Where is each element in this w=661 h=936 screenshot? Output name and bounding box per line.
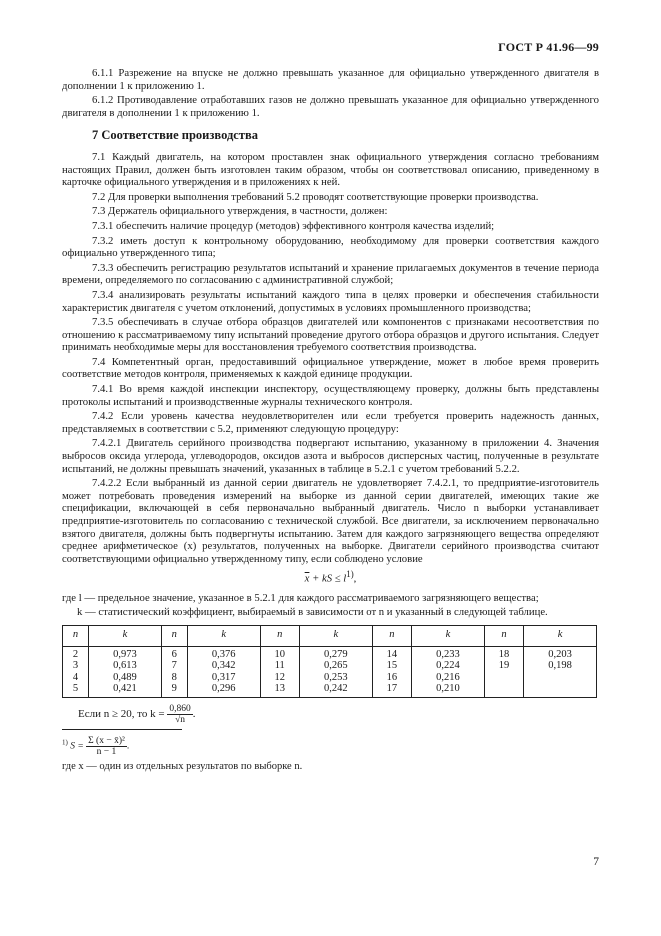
cell-value: 0,342 bbox=[211, 660, 236, 672]
cell-value: 0,613 bbox=[113, 660, 137, 672]
cell-value: 11 bbox=[274, 660, 285, 672]
table-header: n bbox=[484, 625, 523, 646]
table-cell bbox=[161, 646, 187, 697]
cell-value: 0,973 bbox=[113, 648, 137, 660]
table-cell bbox=[299, 646, 372, 697]
definition-x: где x — один из отдельных результатов по выборке n. bbox=[62, 760, 303, 772]
definition-l: где l — предельное значение, указанное в 5.2.1 для каждого рассматриваемого загрязняющего вещества; bbox=[62, 591, 539, 604]
cell-value: 0,253 bbox=[324, 671, 348, 683]
cell-value: 0,279 bbox=[324, 648, 348, 660]
paragraph: 7.3.4 анализировать результаты испытаний каждого типа в целях проверки и обеспечения стабильности характеристик двигателя с учетом отклонений, допустимых в условиях промышленного производства; bbox=[62, 288, 599, 314]
paragraph: 7.2 Для проверки выполнения требований 5.2 проводят соответствующие проверки производства. bbox=[92, 190, 539, 203]
table-header: n bbox=[63, 625, 89, 646]
cell-value: 0,296 bbox=[211, 683, 236, 695]
paragraph: 7.1 Каждый двигатель, на котором проставлен знак официального утверждения согласно требованиям настоящих Правил, должен быть изготовлен таким образом, чтобы он соответствовал описанию, приведенному в карточке официального утверждения и в приложениях к ней. bbox=[62, 150, 599, 189]
fraction-numerator: Σ (x − x̄)² bbox=[88, 735, 125, 746]
cell-value: 15 bbox=[386, 660, 398, 672]
cell-value: 13 bbox=[274, 683, 285, 695]
table-header: k bbox=[412, 625, 485, 646]
document-header: ГОСТ Р 41.96—99 bbox=[498, 40, 599, 54]
section-heading: 7 Соответствие производства bbox=[92, 128, 258, 143]
cell-value: 0,317 bbox=[211, 671, 236, 683]
table-cell bbox=[412, 646, 485, 697]
cell-value: 6 bbox=[171, 648, 177, 660]
cell-value: 0,242 bbox=[324, 683, 348, 695]
cell-value: 14 bbox=[386, 648, 398, 660]
cell-value: 18 bbox=[498, 648, 510, 660]
paragraph: 7.4.2 Если уровень качества неудовлетворителен или если требуется проверить надежность данных, представляемых в соответствии с 5.2, применяют следующую процедуру: bbox=[62, 410, 599, 435]
cell-value: 0,376 bbox=[211, 648, 236, 660]
cell-value: 3 bbox=[72, 660, 79, 672]
table-header: n bbox=[372, 625, 411, 646]
paragraph: 6.1.2 Противодавление отработавших газов не должно превышать указанное для официально утвержденного двигателя в дополнении 1 к приложению 1. bbox=[62, 94, 599, 119]
cell-value: 9 bbox=[171, 683, 177, 695]
table-cell bbox=[260, 646, 299, 697]
table-header: k bbox=[524, 625, 597, 646]
large-n-tail: . bbox=[192, 707, 196, 720]
footnote-fraction bbox=[86, 735, 130, 757]
cell-value: 8 bbox=[171, 671, 177, 683]
cell-value: 7 bbox=[171, 660, 177, 672]
formula-mean: $\overline{x}$ bbox=[304, 572, 310, 585]
large-n-rule bbox=[62, 704, 599, 725]
table-cell bbox=[524, 646, 597, 697]
paragraph: 7.3 Держатель официального утверждения, в частности, должен: bbox=[92, 205, 388, 218]
large-n-text: Если n ≥ 20, то k = bbox=[78, 707, 168, 720]
paragraph: 7.4 Компетентный орган, предоставивший официальное утверждение, может в любое время проверить соответствие методов контроля, применяемых к каждой единице продукции. bbox=[62, 355, 599, 381]
footnote-divider bbox=[62, 729, 182, 730]
fraction-denominator: √n bbox=[175, 714, 186, 725]
table-cell bbox=[89, 646, 162, 697]
coefficient-table bbox=[62, 625, 597, 698]
condition-formula bbox=[62, 568, 599, 585]
cell-value: 0,421 bbox=[113, 683, 137, 695]
cell-value: 17 bbox=[386, 683, 398, 695]
paragraph: 7.3.2 иметь доступ к контрольному оборудованию, необходимому для проверки соответствия каждого официально утвержденного типа; bbox=[62, 234, 599, 260]
cell-value: 5 bbox=[72, 683, 79, 695]
cell-value: 2 bbox=[72, 648, 79, 660]
table-cell bbox=[63, 646, 89, 697]
fraction-numerator: 0,860 bbox=[169, 703, 191, 714]
paragraph: 7.4.2.2 Если выбранный из данной серии двигатель не удовлетворяет 7.4.2.1, то предприятие-изготовитель может потребовать проведения измерений на выборке из данной серии двигателей, имеющих такие же спецификации, включающей в себя первоначально выбранный двигатель. Число n выборки устанавливает предприятие-изготовитель по согласованию с технической службой. Все двигатели, за исключением первоначально взятого двигателя, должны быть подвергнуты испытанию. Затем для каждого загрязняющего вещества определяют среднее арифметическое (x) результатов, полученных на выборке. Двигатели серийного производства считают соответствующими официально утвержденному типу, если соблюдено условие bbox=[62, 477, 599, 565]
table-cell bbox=[187, 646, 260, 697]
fraction-denominator: n − 1 bbox=[96, 746, 117, 757]
formula-body: + kS ≤ l bbox=[309, 572, 347, 585]
table-header: n bbox=[161, 625, 187, 646]
paragraph: 7.4.1 Во время каждой инспекции инспектору, осуществляющему проверку, должны быть представлены протоколы испытаний и производственные журналы технического контроля. bbox=[62, 383, 599, 408]
cell-value: 0,489 bbox=[113, 671, 137, 683]
cell-value: 19 bbox=[498, 660, 510, 672]
formula-footnote-mark: 1) bbox=[346, 569, 354, 580]
definition-k: k — статистический коэффициент, выбираемый в зависимости от n и указанный в следующей таблице. bbox=[77, 606, 548, 619]
large-n-fraction bbox=[167, 704, 192, 725]
table-header-row bbox=[63, 625, 597, 646]
paragraph: 6.1.1 Разрежение на впуске не должно превышать указанное для официально утвержденного двигателя в дополнении 1 к приложению 1. bbox=[62, 67, 599, 92]
cell-value: 0,203 bbox=[548, 648, 572, 660]
table-header: k bbox=[187, 625, 260, 646]
page-number: 7 bbox=[593, 856, 599, 868]
footnote-mark: 1) bbox=[62, 738, 68, 747]
cell-value: 0,233 bbox=[436, 648, 460, 660]
footnote-tail: . bbox=[126, 741, 130, 752]
footnote-lhs: S = bbox=[70, 741, 87, 752]
table-header: n bbox=[260, 625, 299, 646]
cell-value: 0,265 bbox=[324, 660, 348, 672]
table-header: k bbox=[89, 625, 162, 646]
table-row bbox=[63, 646, 597, 697]
formula-tail: , bbox=[353, 572, 357, 585]
cell-value: 16 bbox=[386, 671, 398, 683]
table-header: k bbox=[299, 625, 372, 646]
footnote bbox=[62, 736, 599, 757]
cell-value: 12 bbox=[274, 671, 285, 683]
document-body bbox=[62, 67, 599, 773]
paragraph: 7.4.2.1 Двигатель серийного производства подвергают испытанию, указанному в приложении 4. Значения выбросов оксида углерода, углеводородов, оксидов азота и выбросов дисперсных частиц, полученные в результате испытаний, не должны превышать значений, указанных в таблице в 5.2.1 с учетом требований 5.2.2. bbox=[62, 437, 599, 475]
paragraph: 7.3.5 обеспечивать в случае отбора образцов двигателей или компонентов с признаками несоответствия по отношению к рассматриваемому типу испытаний проведение другого отбора образцов и другого испытания. Следует принимать необходимые меры для восстановления требуемого соответствия производства. bbox=[62, 316, 599, 354]
paragraph: 7.3.3 обеспечить регистрацию результатов испытаний и хранение прилагаемых документов в течение периода времени, определяемого по согласованию с административной службой; bbox=[62, 261, 599, 287]
cell-value: 10 bbox=[274, 648, 285, 660]
cell-value: 0,210 bbox=[436, 683, 460, 695]
table-cell bbox=[372, 646, 411, 697]
table-cell bbox=[484, 646, 523, 697]
cell-value: 4 bbox=[72, 671, 79, 683]
cell-value: 0,216 bbox=[436, 671, 460, 683]
cell-value: 0,224 bbox=[436, 660, 460, 672]
cell-value: 0,198 bbox=[548, 660, 572, 672]
paragraph: 7.3.1 обеспечить наличие процедур (методов) эффективного контроля качества изделий; bbox=[92, 219, 495, 232]
